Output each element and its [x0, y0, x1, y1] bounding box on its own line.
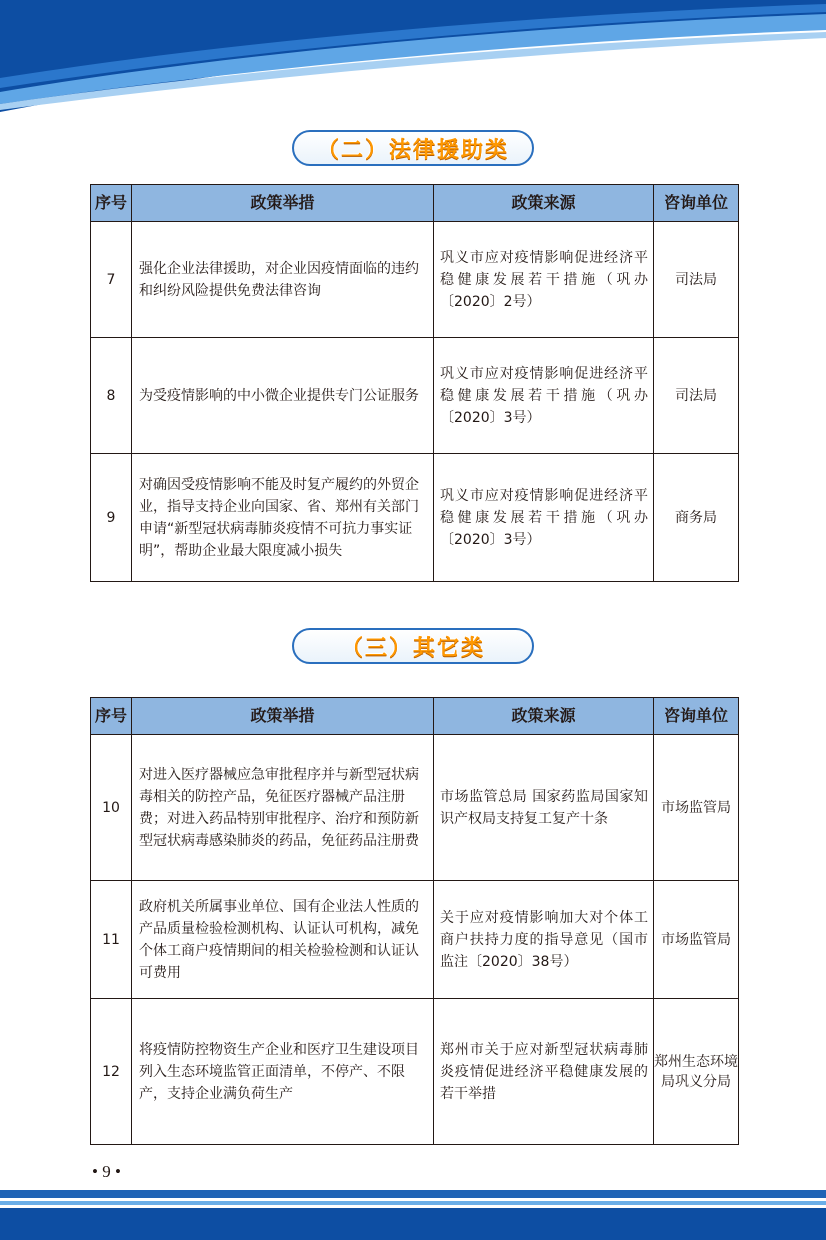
- row-no: 9: [91, 454, 132, 582]
- table-row: [91, 881, 739, 999]
- row-no: 12: [91, 999, 132, 1145]
- col-header-no: 序号: [91, 698, 132, 735]
- table-row: [91, 338, 739, 454]
- top-wave-decoration: [0, 0, 826, 112]
- row-measure: 政府机关所属事业单位、国有企业法人性质的产品质量检验检测机构、认证认可机构，减免个体工商户疫情期间的相关检验检测和认证认可费用: [132, 881, 434, 999]
- row-source: 巩义市应对疫情影响促进经济平稳健康发展若干措施（巩办〔2020〕3号）: [434, 338, 654, 454]
- col-header-unit: 咨询单位: [654, 185, 739, 222]
- table-row: [91, 222, 739, 338]
- row-unit: 市场监管局: [654, 735, 739, 881]
- table-header-row: [91, 698, 739, 735]
- row-source: 市场监管总局 国家药监局国家知识产权局支持复工复产十条: [434, 735, 654, 881]
- row-source: 巩义市应对疫情影响促进经济平稳健康发展若干措施（巩办〔2020〕3号）: [434, 454, 654, 582]
- row-no: 10: [91, 735, 132, 881]
- row-unit: 商务局: [654, 454, 739, 582]
- table-row: [91, 454, 739, 582]
- row-measure: 强化企业法律援助，对企业因疫情面临的违约和纠纷风险提供免费法律咨询: [132, 222, 434, 338]
- policy-table-legal-aid: [90, 184, 739, 582]
- bottom-stripe-decoration: [0, 1190, 826, 1240]
- col-header-no: 序号: [91, 185, 132, 222]
- row-unit: 市场监管局: [654, 881, 739, 999]
- row-measure: 为受疫情影响的中小微企业提供专门公证服务: [132, 338, 434, 454]
- row-source: 关于应对疫情影响加大对个体工商户扶持力度的指导意见（国市监注〔2020〕38号）: [434, 881, 654, 999]
- col-header-measure: 政策举措: [132, 185, 434, 222]
- row-no: 7: [91, 222, 132, 338]
- col-header-source: 政策来源: [434, 698, 654, 735]
- table-header-row: [91, 185, 739, 222]
- row-measure: 对确因受疫情影响不能及时复产履约的外贸企业，指导支持企业向国家、省、郑州有关部门申请“新型冠状病毒肺炎疫情不可抗力事实证明”，帮助企业最大限度减小损失: [132, 454, 434, 582]
- section-title-text: （三）其它类: [340, 635, 485, 661]
- col-header-source: 政策来源: [434, 185, 654, 222]
- table-row: [91, 735, 739, 881]
- table-row: [91, 999, 739, 1145]
- section-title-legal-aid: [292, 130, 534, 166]
- row-unit: 司法局: [654, 338, 739, 454]
- col-header-measure: 政策举措: [132, 698, 434, 735]
- section-title-text: （二）法律援助类: [316, 137, 509, 163]
- row-unit: 郑州生态环境局巩义分局: [654, 999, 739, 1145]
- section-title-other: [292, 628, 534, 664]
- row-no: 11: [91, 881, 132, 999]
- row-no: 8: [91, 338, 132, 454]
- row-measure: 对进入医疗器械应急审批程序并与新型冠状病毒相关的防控产品，免征医疗器械产品注册费；对进入药品特别审批程序、治疗和预防新型冠状病毒感染肺炎的药品，免征药品注册费: [132, 735, 434, 881]
- row-unit: 司法局: [654, 222, 739, 338]
- col-header-unit: 咨询单位: [654, 698, 739, 735]
- row-measure: 将疫情防控物资生产企业和医疗卫生建设项目列入生态环境监管正面清单，不停产、不限产，支持企业满负荷生产: [132, 999, 434, 1145]
- policy-table-other: [90, 697, 739, 1145]
- row-source: 郑州市关于应对新型冠状病毒肺炎疫情促进经济平稳健康发展的若干举措: [434, 999, 654, 1145]
- page-number: • 9 •: [92, 1162, 121, 1181]
- row-source: 巩义市应对疫情影响促进经济平稳健康发展若干措施（巩办〔2020〕2号）: [434, 222, 654, 338]
